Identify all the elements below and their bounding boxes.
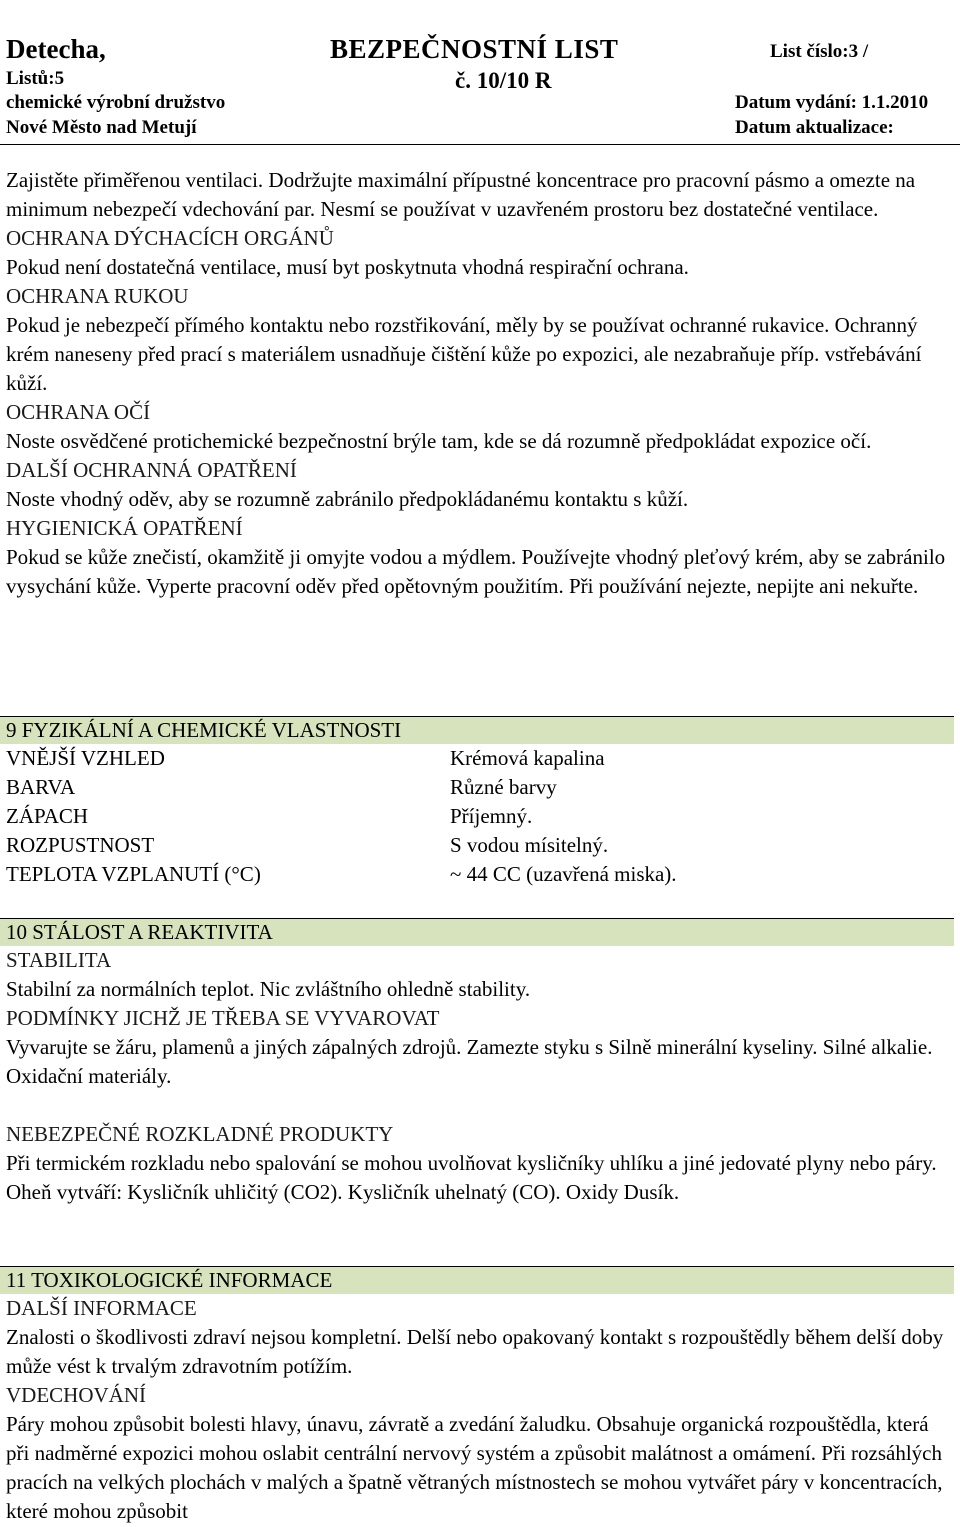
header-divider <box>0 144 960 145</box>
section-8-body <box>6 166 954 601</box>
further-info-heading: DALŠÍ INFORMACE <box>6 1296 197 1320</box>
hygiene-heading: HYGIENICKÁ OPATŘENÍ <box>6 516 243 540</box>
document-number: č. 10/10 R <box>455 68 552 93</box>
properties-table <box>6 744 954 889</box>
company-name: Detecha, <box>6 34 106 64</box>
property-value: S vodou mísitelný. <box>450 833 609 857</box>
eyes-heading: OCHRANA OČÍ <box>6 400 151 424</box>
other-protection-heading: DALŠÍ OCHRANNÁ OPATŘENÍ <box>6 458 297 482</box>
ventilation-text: Zajistěte přiměřenou ventilaci. Dodržujte maximální přípustné koncentrace pro pracovní pásmo a omezte na minimum nebezpečí vdechování par. Nesmí se používat v uzavřeném prostoru bez dostatečné ventilace. <box>6 168 916 221</box>
other-protection-text: Noste vhodný oděv, aby se rozumně zabránilo předpokládanému kontaktu s kůží. <box>6 487 689 511</box>
avoid-conditions-text: Vyvarujte se žáru, plamenů a jiných zápalných zdrojů. Zamezte styku s Silně minerální kyseliny. Silné alkalie. Oxidační materiály. <box>6 1035 933 1088</box>
decomposition-text: Při termickém rozkladu nebo spalování se mohou uvolňovat kysličníky uhlíku a jiné jedovaté plyny nebo páry. <box>6 1151 937 1175</box>
section-9 <box>6 716 954 889</box>
property-label: TEPLOTA VZPLANUTÍ (°C) <box>6 862 261 886</box>
sheet-number: List číslo:3 / <box>770 41 869 62</box>
property-label: ZÁPACH <box>6 804 89 828</box>
hygiene-text: Pokud se kůže znečistí, okamžitě ji omyjte vodou a mýdlem. Používejte vhodný pleťový krém, aby se zabránilo vysychání kůže. Vyperte pracovní oděv před opětovným použitím. Při používání nejezte, nepijte ani nekuřte. <box>6 545 946 598</box>
avoid-conditions-heading: PODMÍNKY JICHŽ JE TŘEBA SE VYVAROVAT <box>6 1006 440 1030</box>
respiratory-heading: OCHRANA DÝCHACÍCH ORGÁNŮ <box>6 226 334 250</box>
property-value: ~ 44 CC (uzavřená miska). <box>450 862 677 886</box>
inhalation-text: Páry mohou způsobit bolesti hlavy, únavu, závratě a zvedání žaludku. Obsahuje organická rozpouštědla, která při nadměrné expozici mohou oslabit centrální nervový systém a způsobit malátnost a omámení. Při rozsáhlých pracích na velkých plochách v malých a špatně větraných místnostech se mohou vytvářet páry v koncentracích, které mohou způsobit <box>6 1412 943 1523</box>
fire-products-text: Oheň vytváří: Kysličník uhličitý (CO2). Kysličník uhelnatý (CO). Oxidy Dusík. <box>6 1180 680 1204</box>
property-value: Příjemný. <box>450 804 533 828</box>
stability-text: Stabilní za normálních teplot. Nic zvláštního ohledně stability. <box>6 977 531 1001</box>
further-info-text: Znalosti o škodlivosti zdraví nejsou kompletní. Delší nebo opakovaný kontakt s rozpouštědly během delší doby může vést k trvalým zdravotním potížím. <box>6 1325 944 1378</box>
property-label: VNĚJŠÍ VZHLED <box>6 746 165 770</box>
document-title: BEZPEČNOSTNÍ LIST <box>330 34 619 64</box>
company-town: Nové Město nad Metují <box>6 117 197 138</box>
property-label: ROZPUSTNOST <box>6 833 155 857</box>
hands-text: Pokud je nebezpečí přímého kontaktu nebo rozstřikování, měly by se používat ochranné rukavice. Ochranný krém naneseny před prací s materiálem usnadňuje čištění kůže po expozici, ale nezabraňuje příp. vstřebávání kůží. <box>6 313 922 395</box>
section-10-heading: 10 STÁLOST A REAKTIVITA <box>0 918 954 946</box>
section-11-heading: 11 TOXIKOLOGICKÉ INFORMACE <box>0 1266 954 1294</box>
property-value: Krémová kapalina <box>450 746 605 770</box>
eyes-text: Noste osvědčené protichemické bezpečnostní brýle tam, kde se dá rozumně předpokládat expozice očí. <box>6 429 872 453</box>
stability-heading: STABILITA <box>6 948 112 972</box>
decomposition-heading: NEBEZPEČNÉ ROZKLADNÉ PRODUKTY <box>6 1122 394 1146</box>
spacer <box>6 1091 954 1120</box>
hands-heading: OCHRANA RUKOU <box>6 284 189 308</box>
respiratory-text: Pokud není dostatečná ventilace, musí byt poskytnuta vhodná respirační ochrana. <box>6 255 689 279</box>
section-10 <box>6 918 954 1207</box>
section-9-heading: 9 FYZIKÁLNÍ A CHEMICKÉ VLASTNOSTI <box>0 716 954 744</box>
sheet-count: Listů:5 <box>6 68 65 89</box>
inhalation-heading: VDECHOVÁNÍ <box>6 1383 146 1407</box>
update-date: Datum aktualizace: <box>735 117 894 138</box>
company-type: chemické výrobní družstvo <box>6 92 226 113</box>
issue-date: Datum vydání: 1.1.2010 <box>735 92 929 113</box>
property-label: BARVA <box>6 775 76 799</box>
property-value: Různé barvy <box>450 775 557 799</box>
section-11 <box>6 1266 954 1526</box>
